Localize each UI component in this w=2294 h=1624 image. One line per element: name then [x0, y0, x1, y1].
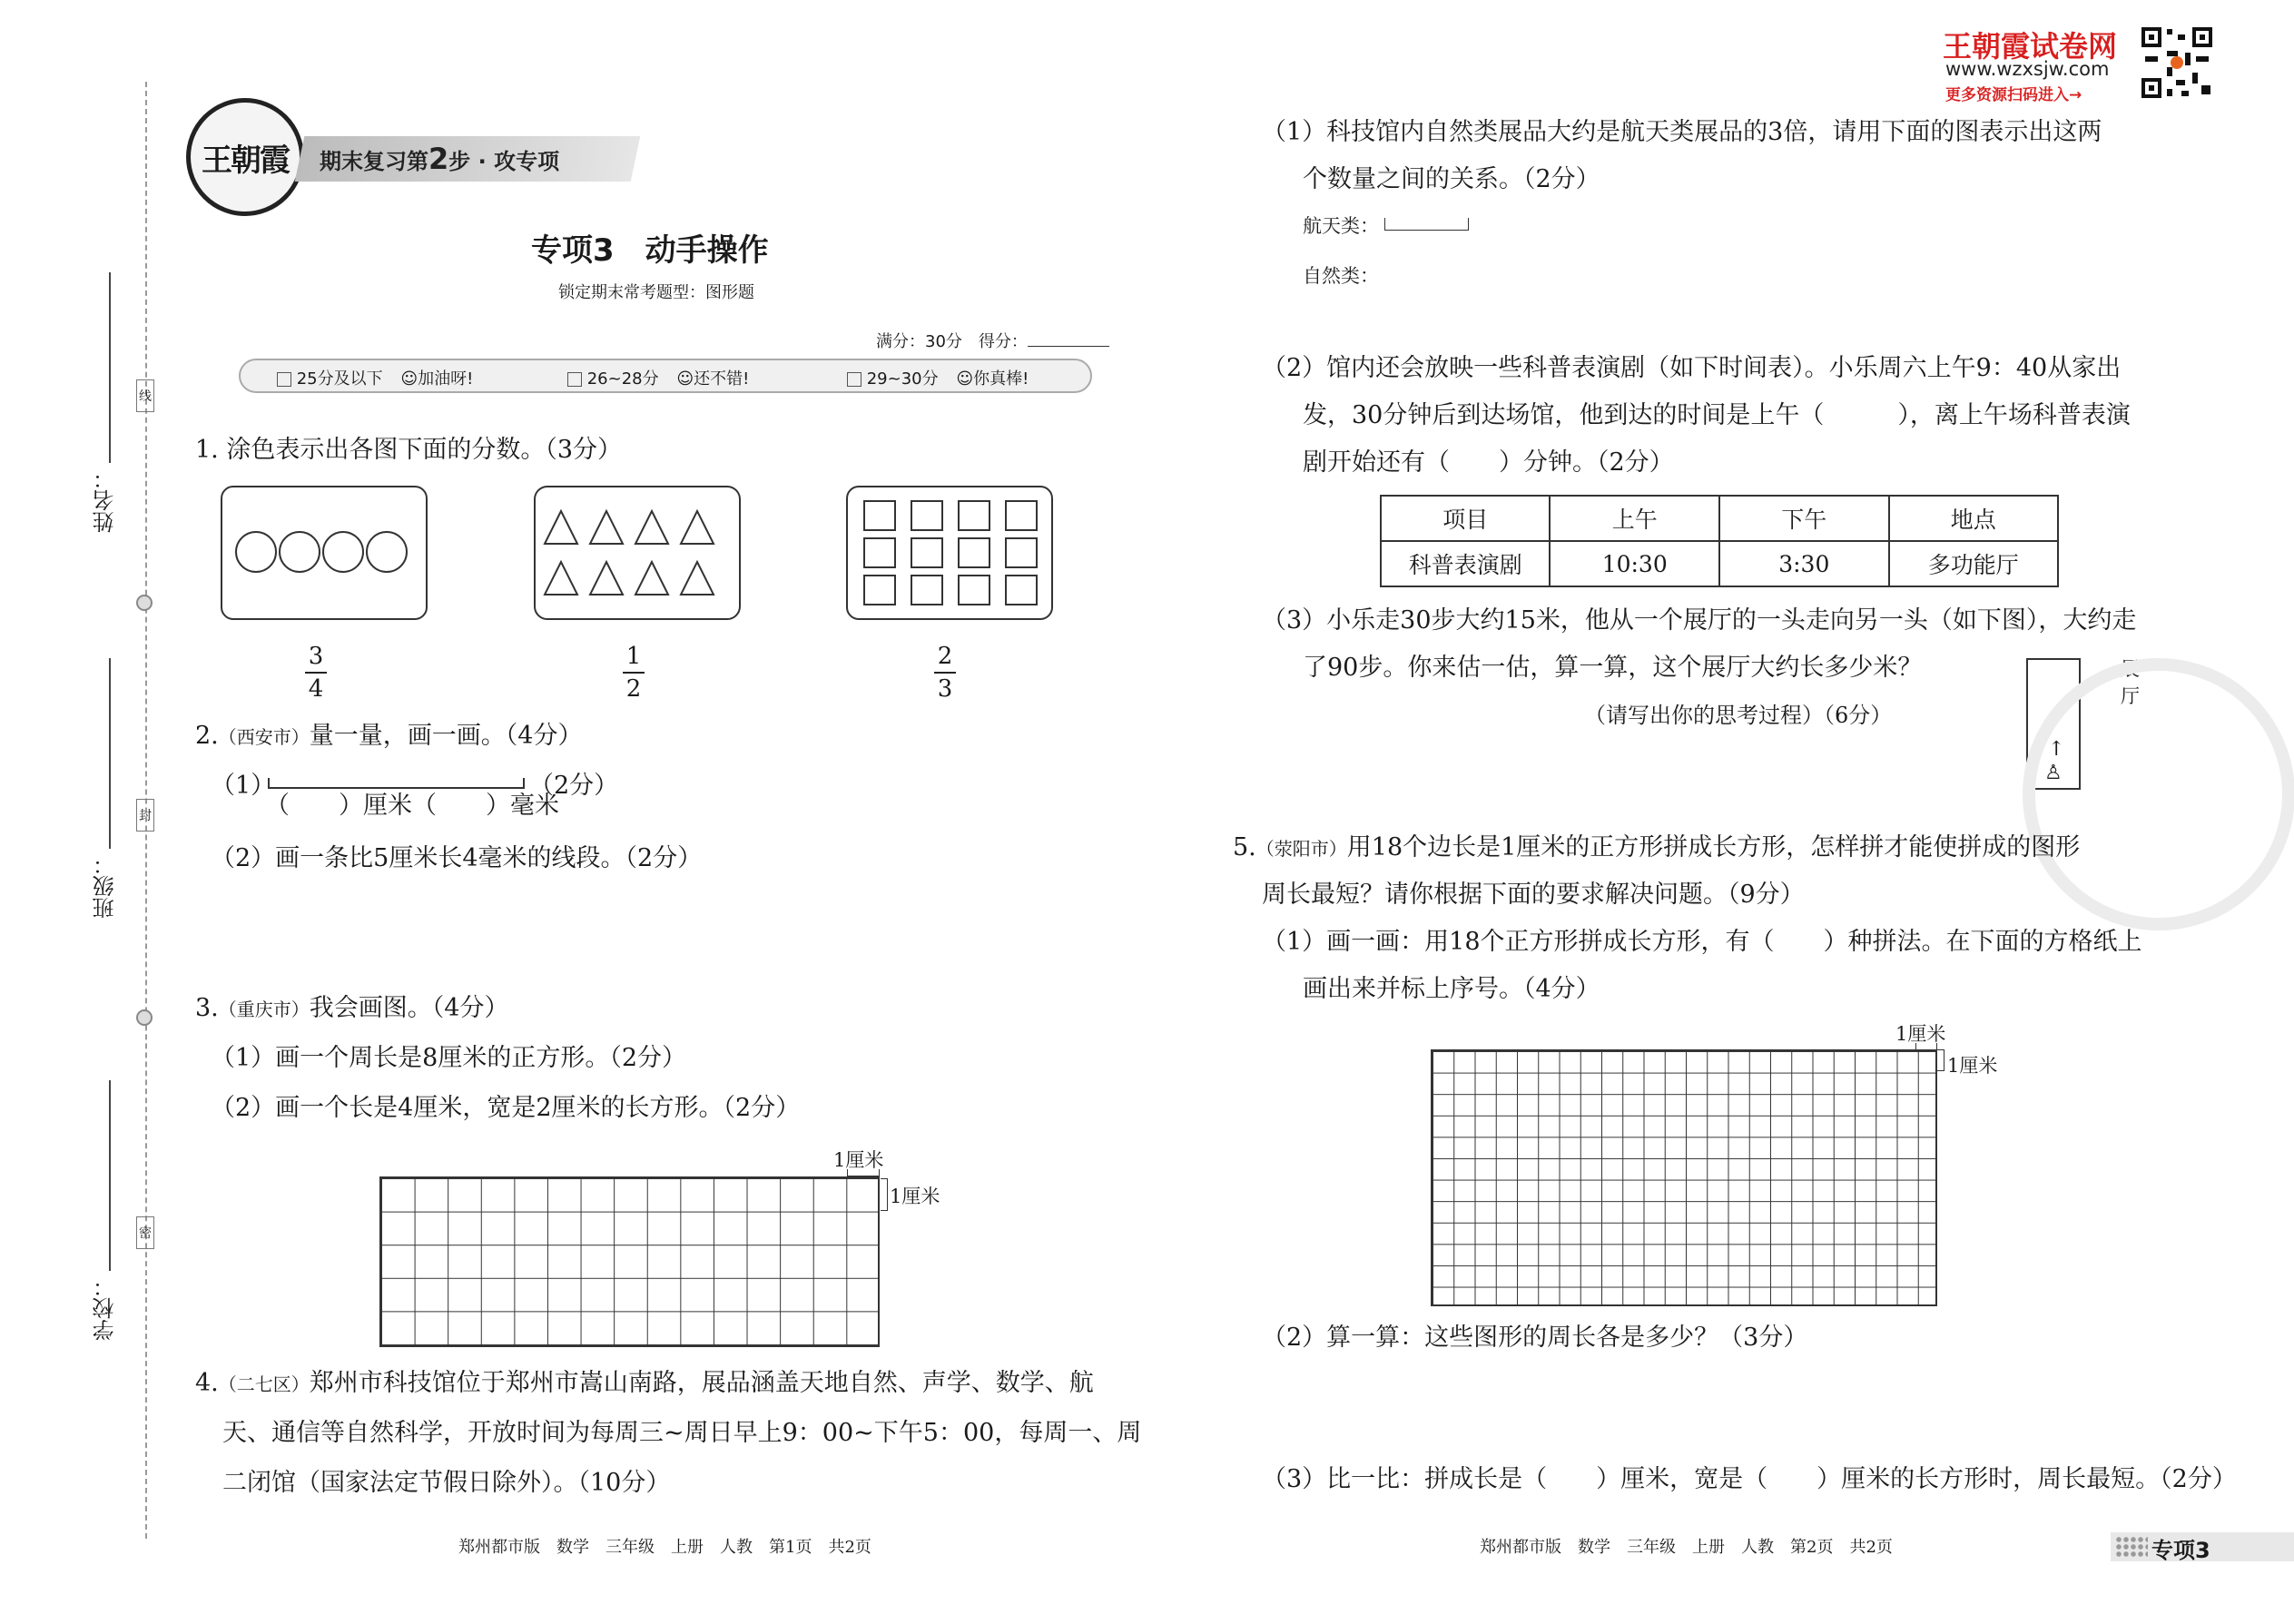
- q4-3-line2: 了90步。你来估一估，算一算，这个展厅大约长多少米？: [1303, 654, 1923, 682]
- qr-code-icon[interactable]: [2140, 25, 2214, 100]
- unit-label-side: 1厘米: [890, 1186, 940, 1207]
- unit-bracket-side: [1937, 1049, 1944, 1071]
- q4-line1: 4.（二七区）郑州市科技馆位于郑州市嵩山南路，展品涵盖天地自然、声学、数学、航: [195, 1369, 1094, 1397]
- square: [958, 500, 990, 531]
- class-label: 班级：: [93, 853, 118, 919]
- school-label: 学校：: [93, 1275, 118, 1341]
- squares-figure[interactable]: [846, 486, 1053, 620]
- triangle: [635, 562, 668, 595]
- unit-label-side: 1厘米: [1947, 1055, 1998, 1077]
- cut-mark-secret: 密: [136, 1216, 154, 1249]
- square: [958, 537, 990, 568]
- region-tag: （西安市）: [218, 726, 310, 748]
- eval-item: 25分及以下 ☺加油呀!: [277, 366, 473, 389]
- banner-step: 2: [428, 142, 449, 176]
- q2-heading: 2.（西安市）量一量，画一画。（4分）: [195, 722, 583, 750]
- q3-graph-grid[interactable]: [379, 1176, 880, 1347]
- q2-part2: （2）画一条比5厘米长4毫米的线段。（2分）: [211, 844, 703, 872]
- binding-hole: [136, 595, 153, 611]
- person-icon: ♙: [2044, 762, 2063, 784]
- smile-icon: ☺: [956, 369, 974, 389]
- page2-footer: 郑州都市版 数学 三年级 上册 人教 第2页 共2页: [1480, 1538, 1893, 1557]
- triangle: [545, 511, 577, 544]
- circle: [366, 531, 408, 573]
- q1-text: 1. 涂色表示出各图下面的分数。（3分）: [195, 436, 623, 464]
- unit-label-top: 1厘米: [1895, 1023, 1946, 1045]
- square: [1005, 575, 1038, 605]
- name-label: 姓名：: [93, 468, 118, 533]
- binding-hole: [136, 1009, 153, 1026]
- square: [863, 500, 896, 531]
- square: [911, 537, 943, 568]
- triangle: [590, 511, 623, 544]
- schedule-table: [1380, 495, 2059, 587]
- q2-part1-label: （1）: [211, 772, 276, 800]
- aerospace-segment: [1384, 218, 1469, 231]
- q5-part2: （2）算一算：这些图形的周长各是多少？（3分）: [1262, 1324, 1808, 1352]
- nature-row-label: 自然类：: [1303, 265, 1379, 287]
- q3-part2: （2）画一个长是4厘米，宽是2厘米的长方形。（2分）: [211, 1094, 801, 1122]
- page1-footer: 郑州都市版 数学 三年级 上册 人教 第1页 共2页: [458, 1538, 871, 1557]
- circle: [235, 531, 277, 573]
- eval-checkbox[interactable]: [847, 372, 861, 387]
- site-tip: 更多资源扫码进入→: [1945, 86, 2082, 104]
- region-tag: （重庆市）: [218, 999, 310, 1020]
- q5-part3[interactable]: （3）比一比：拼成长是（ ）厘米，宽是（ ）厘米的长方形时，周长最短。（2分）: [1262, 1465, 2237, 1493]
- eval-item: 29~30分 ☺你真棒!: [847, 366, 1029, 389]
- q5-part1-line2: 画出来并标上序号。（4分）: [1303, 975, 1600, 1003]
- site-name: 王朝霞试卷网: [1943, 29, 2118, 64]
- triangle: [681, 511, 714, 544]
- table-cell: 3:30: [1719, 541, 1889, 586]
- name-underline[interactable]: [109, 272, 111, 463]
- q5-line2: 周长最短？请你根据下面的要求解决问题。（9分）: [1262, 881, 1805, 909]
- class-underline[interactable]: [109, 658, 111, 849]
- table-header-cell: 项目: [1381, 496, 1550, 541]
- q3-part1: （1）画一个周长是8厘米的正方形。（2分）: [211, 1044, 687, 1072]
- q5-part1-line1[interactable]: （1）画一画：用18个正方形拼成长方形，有（ ）种拼法。在下面的方格纸上: [1262, 928, 2142, 956]
- triangle: [635, 511, 668, 544]
- q3-heading: 3.（重庆市）我会画图。（4分）: [195, 994, 509, 1022]
- smile-icon: ☺: [400, 369, 418, 389]
- square: [1005, 500, 1038, 531]
- corner-tag: 专项3: [2151, 1538, 2210, 1563]
- triangle: [545, 562, 577, 595]
- triangle: [590, 562, 623, 595]
- eval-checkbox[interactable]: [567, 372, 582, 387]
- arrow-up-icon: ↑: [2048, 738, 2065, 761]
- fraction-2-3: 2 3: [927, 641, 963, 704]
- q5-graph-grid[interactable]: [1431, 1049, 1937, 1306]
- page-title: 专项3 动手操作: [531, 232, 769, 269]
- table-cell: 10:30: [1550, 541, 1719, 586]
- q4-2-line2[interactable]: 发，30分钟后到达场馆，他到达的时间是上午（ ），离上午场科普表演: [1303, 401, 2131, 429]
- score-line: [876, 329, 1109, 352]
- fraction-3-4: 3 4: [298, 641, 334, 704]
- table-row: [1381, 541, 2058, 586]
- unit-bracket-top: [847, 1169, 880, 1176]
- unit-label-top: 1厘米: [833, 1149, 884, 1171]
- eval-item: 26~28分 ☺还不错!: [567, 366, 749, 389]
- q4-2-line1: （2）馆内还会放映一些科普表演剧（如下时间表）。小乐周六上午9：40从家出: [1262, 354, 2122, 382]
- brand-logo: [186, 98, 304, 216]
- score-blank[interactable]: [1028, 346, 1109, 347]
- score-text: 满分：30分 得分：: [876, 332, 1028, 351]
- triangle: [681, 562, 714, 595]
- table-header-cell: 下午: [1719, 496, 1889, 541]
- school-underline[interactable]: [109, 1080, 111, 1271]
- eval-checkbox[interactable]: [277, 372, 291, 387]
- q5-line1: 5.（荥阳市）用18个边长是1厘米的正方形拼成长方形，怎样拼才能使拼成的图形: [1233, 833, 2081, 861]
- cut-mark-seal: 封: [136, 799, 154, 832]
- site-url[interactable]: www.wzxsjw.com: [1945, 58, 2110, 80]
- q4-line2: 天、通信等自然科学，开放时间为每周三~周日早上9：00~下午5：00，每周一、周: [222, 1419, 1142, 1447]
- triangles-figure[interactable]: [534, 486, 741, 620]
- seal-watermark-icon: [2023, 658, 2294, 930]
- square: [958, 575, 990, 605]
- step-banner: [295, 136, 641, 182]
- self-evaluation-bar: [239, 359, 1092, 393]
- circle: [322, 531, 364, 573]
- unit-bracket-side: [881, 1178, 888, 1211]
- square: [1005, 537, 1038, 568]
- q4-line3: 二闭馆（国家法定节假日除外）。（10分）: [222, 1469, 671, 1497]
- q4-3-line3: （请写出你的思考过程）（6分）: [1584, 703, 1893, 728]
- banner-prefix: 期末复习第: [320, 149, 428, 174]
- square: [863, 575, 896, 605]
- q4-1-line2: 个数量之间的关系。（2分）: [1303, 165, 1600, 193]
- aerospace-row-label: 航天类：: [1303, 215, 1379, 237]
- q4-2-line3[interactable]: 剧开始还有（ ）分钟。（2分）: [1303, 448, 1674, 477]
- table-cell: 多功能厅: [1889, 541, 2058, 586]
- q4-1-line1: （1）科技馆内自然类展品大约是航天类展品的3倍，请用下面的图表示出这两: [1262, 118, 2102, 146]
- nature-drawing-area[interactable]: [1384, 254, 1793, 287]
- table-header-cell: 地点: [1889, 496, 2058, 541]
- q4-3-line1: （3）小乐走30步大约15米，他从一个展厅的一头走向另一头（如下图），大约走: [1262, 606, 2137, 635]
- table-cell: 科普表演剧: [1381, 541, 1550, 586]
- q2-part1-points: （2分）: [529, 772, 619, 800]
- square: [863, 537, 896, 568]
- logo-text: 王朝霞: [202, 142, 289, 179]
- region-tag: （二七区）: [218, 1373, 310, 1395]
- hall-label: 展厅: [2121, 658, 2140, 707]
- cut-mark-line: 线: [136, 379, 154, 412]
- banner-suffix: 步 · 攻专项: [448, 149, 560, 174]
- circle: [279, 531, 320, 573]
- table-header-cell: 上午: [1550, 496, 1719, 541]
- smile-icon: ☺: [676, 369, 694, 389]
- fraction-1-2: 1 2: [615, 641, 652, 704]
- table-header-row: [1381, 496, 2058, 541]
- page-subtitle: 锁定期末常考题型：图形题: [558, 283, 754, 302]
- corner-dots: [2115, 1536, 2148, 1558]
- q2-part1-answer[interactable]: （ ）厘米（ ）毫米: [265, 792, 559, 820]
- circles-figure[interactable]: [221, 486, 428, 620]
- square: [911, 500, 943, 531]
- region-tag: （荥阳市）: [1255, 838, 1347, 860]
- square: [911, 575, 943, 605]
